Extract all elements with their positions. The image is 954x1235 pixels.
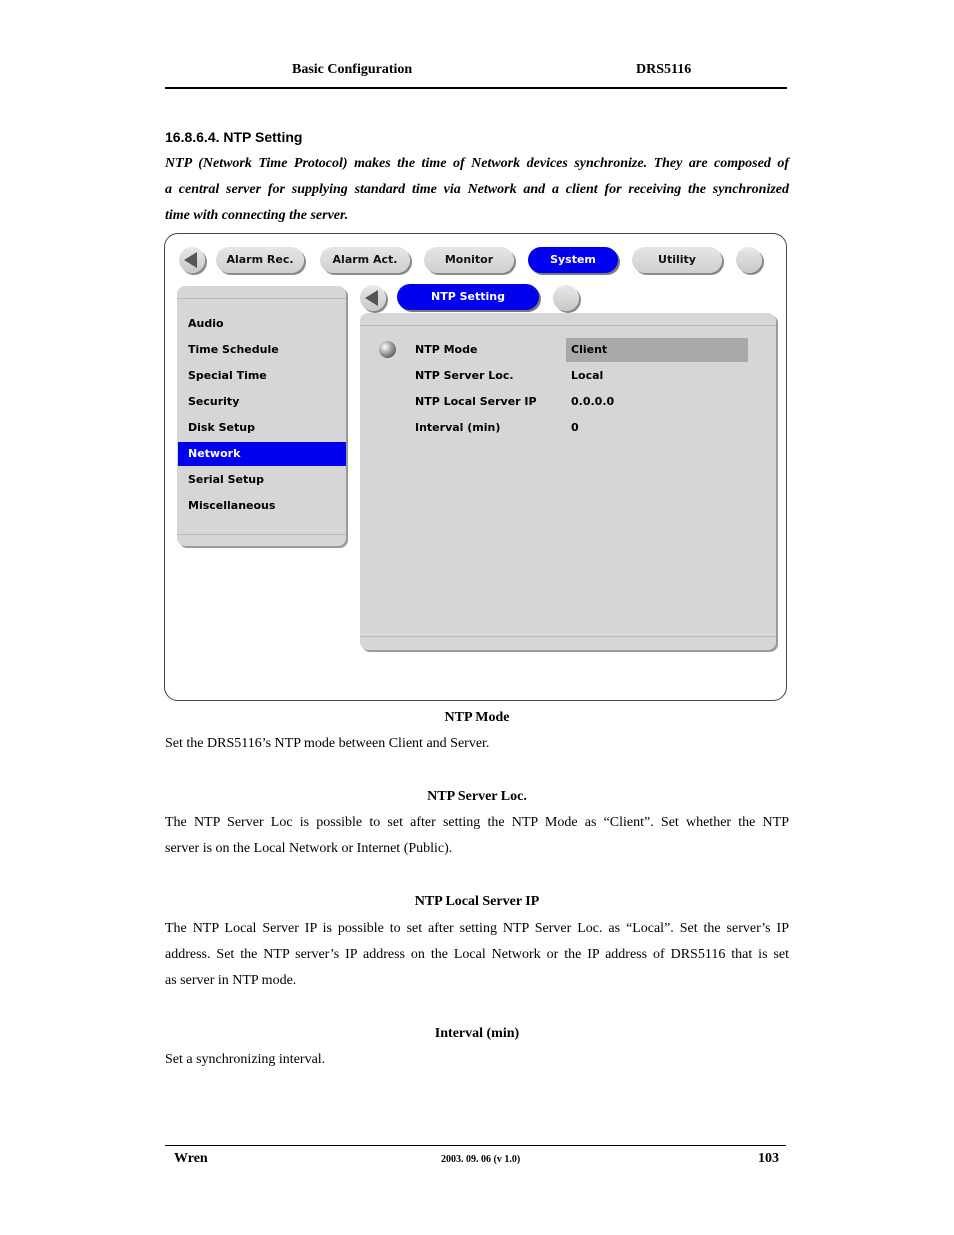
paragraph-line: The NTP Local Server IP is possible to set after setting NTP Server Loc. as “Local”. Set the server’s IP [165,921,789,936]
subtab-ntp-setting[interactable]: NTP Setting [397,284,539,310]
tab-utility[interactable]: Utility [632,247,722,273]
paragraph-ntp-server-loc [165,810,789,862]
setting-label-ntp-local-server-ip: NTP Local Server IP [415,395,537,408]
menu-item-audio[interactable]: Audio [188,317,224,330]
menu-item-network[interactable]: Network [178,442,346,466]
setting-value-ntp-mode[interactable]: Client [571,343,608,356]
intro-line: NTP (Network Time Protocol) makes the time of Network devices synchronize. They are composed of [165,156,789,171]
forward-circle-icon[interactable] [736,247,762,273]
footer-page-number: 103 [758,1151,779,1166]
setting-value-ntp-server-loc[interactable]: Local [571,369,604,382]
paragraph-line: server is on the Local Network or Internet (Public). [165,841,453,856]
tab-alarm-rec[interactable]: Alarm Rec. [216,247,304,273]
heading-interval: Interval (min) [434,1026,520,1041]
setting-label-ntp-mode: NTP Mode [415,343,478,356]
footer-rule [165,1145,786,1146]
menu-item-serial-setup[interactable]: Serial Setup [188,473,264,486]
header-right: DRS5116 [636,62,692,77]
setting-value-ntp-local-server-ip[interactable]: 0.0.0.0 [571,395,615,408]
paragraph-line: as server in NTP mode. [165,973,297,988]
paragraph-line: The NTP Server Loc is possible to set after setting the NTP Mode as “Client”. Set whether the NTP [165,815,789,830]
footer-center: 2003. 09. 06 (v 1.0) [441,1154,521,1165]
heading-ntp-server-loc: NTP Server Loc. [427,789,527,804]
sub-back-arrow-icon[interactable] [360,285,386,311]
section-title: 16.8.6.4. NTP Setting [165,129,303,145]
menu-item-security[interactable]: Security [188,395,240,408]
setting-label-interval: Interval (min) [415,421,501,434]
menu-item-time-schedule[interactable]: Time Schedule [188,343,279,356]
paragraph-ntp-mode [165,731,789,757]
selection-bullet-icon [379,341,396,358]
setting-label-ntp-server-loc: NTP Server Loc. [415,369,514,382]
header-rule [165,87,787,89]
sub-forward-circle-icon[interactable] [553,285,579,311]
menu-item-miscellaneous[interactable]: Miscellaneous [188,499,276,512]
heading-ntp-local-server-ip: NTP Local Server IP [414,894,540,909]
footer-left: Wren [174,1151,208,1166]
intro-paragraph [165,151,789,229]
paragraph-ntp-local-server-ip [165,916,789,994]
tab-alarm-act[interactable]: Alarm Act. [320,247,410,273]
intro-line: a central server for supplying standard time via Network and a client for receiving the synchronized [165,182,789,197]
settings-menu [178,312,346,518]
tab-system[interactable]: System [528,247,618,273]
setting-value-interval[interactable]: 0 [571,421,579,434]
paragraph-interval [165,1047,789,1073]
menu-item-disk-setup[interactable]: Disk Setup [188,421,255,434]
paragraph-line: Set a synchronizing interval. [165,1052,326,1067]
intro-line: time with connecting the server. [165,208,349,223]
tab-monitor[interactable]: Monitor [424,247,514,273]
paragraph-line: Set the DRS5116’s NTP mode between Client and Server. [165,736,490,751]
heading-ntp-mode: NTP Mode [444,710,510,725]
back-arrow-icon[interactable] [179,247,205,273]
menu-item-special-time[interactable]: Special Time [188,369,267,382]
paragraph-line: address. Set the NTP server’s IP address on the Local Network or the IP address of DRS5116 that is set [165,947,789,962]
header-left: Basic Configuration [292,62,413,77]
